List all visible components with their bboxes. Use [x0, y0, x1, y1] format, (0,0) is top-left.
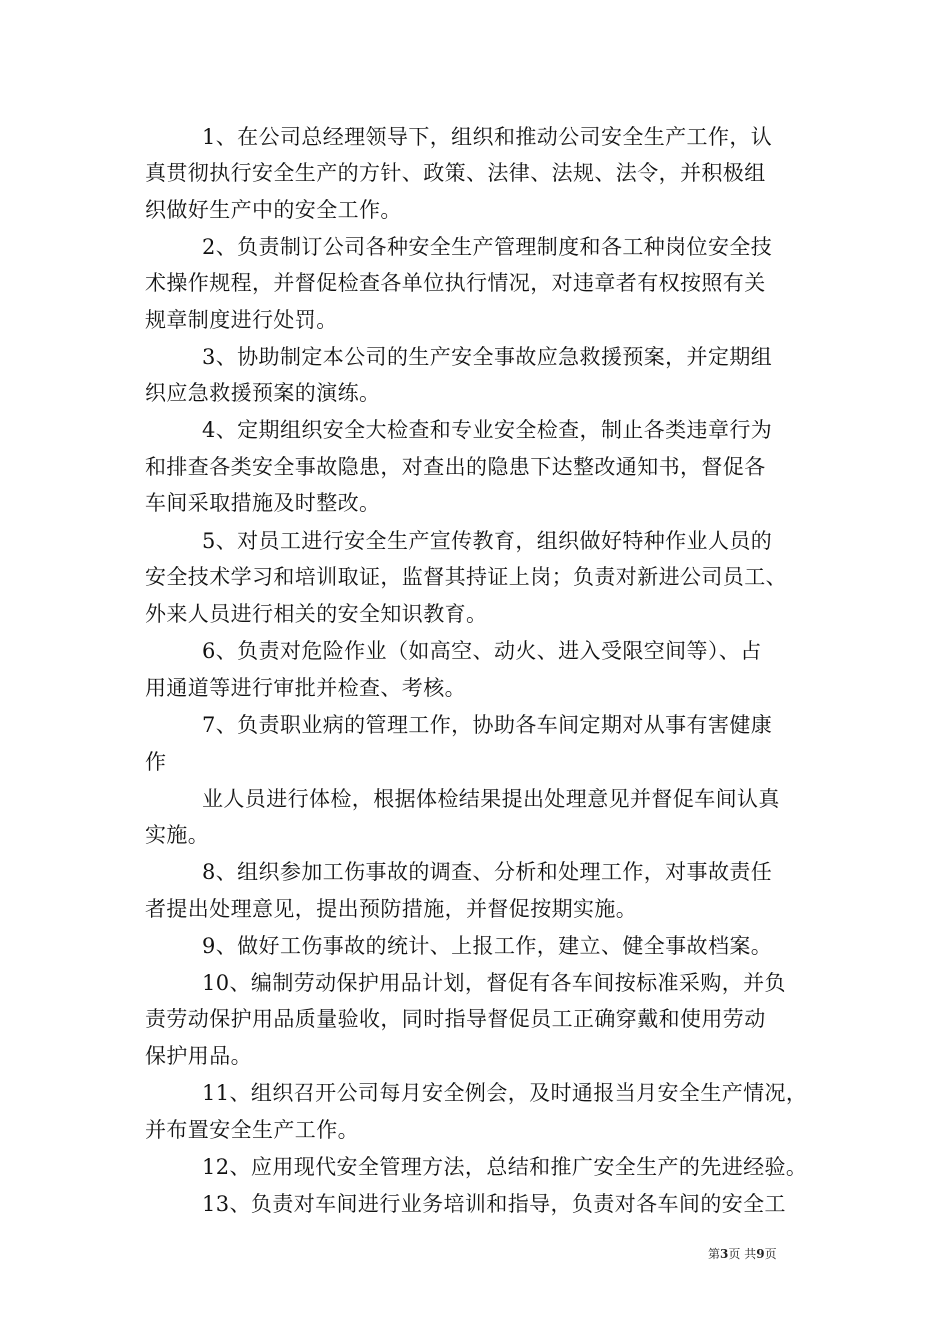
- text-line: 车间采取措施及时整改。: [145, 491, 381, 515]
- text-line: 安全技术学习和培训取证，监督其持证上岗；负责对新进公司员工、: [145, 565, 787, 589]
- footer-prefix: 第: [708, 1247, 721, 1261]
- text-line: 责劳动保护用品质量验收，同时指导督促员工正确穿戴和使用劳动: [145, 1007, 766, 1031]
- text-line: 3、协助制定本公司的生产安全事故应急救援预案，并定期组: [202, 345, 773, 369]
- total-pages-number: 9: [756, 1247, 765, 1261]
- text-line: 5、对员工进行安全生产宣传教育，组织做好特种作业人员的: [202, 529, 773, 553]
- text-line: 织应急救援预案的演练。: [145, 381, 381, 405]
- text-line: 织做好生产中的安全工作。: [145, 198, 402, 222]
- text-line: 真贯彻执行安全生产的方针、政策、法律、法规、法令，并积极组: [145, 161, 766, 185]
- text-line: 保护用品。: [145, 1044, 252, 1068]
- text-line: 6、负责对危险作业（如高空、动火、进入受限空间等）、占: [202, 639, 762, 663]
- text-line: 实施。: [145, 823, 210, 847]
- text-line: 规章制度进行处罚。: [145, 308, 338, 332]
- page-number-footer: [708, 1246, 777, 1262]
- text-line: 者提出处理意见，提出预防措施，并督促按期实施。: [145, 897, 638, 921]
- text-line: 术操作规程，并督促检查各单位执行情况，对违章者有权按照有关: [145, 271, 766, 295]
- footer-middle: 页 共: [728, 1247, 757, 1261]
- text-line: 11、组织召开公司每月安全例会，及时通报当月安全生产情况，: [202, 1081, 808, 1105]
- text-line: 和排查各类安全事故隐患，对查出的隐患下达整改通知书，督促各: [145, 455, 766, 479]
- text-line: 12、应用现代安全管理方法，总结和推广安全生产的先进经验。: [202, 1155, 808, 1179]
- text-line: 4、定期组织安全大检查和专业安全检查，制止各类违章行为: [202, 418, 773, 442]
- text-line: 1、在公司总经理领导下，组织和推动公司安全生产工作，认: [202, 125, 773, 149]
- text-line: 并布置安全生产工作。: [145, 1118, 359, 1142]
- text-line: 13、负责对车间进行业务培训和指导，负责对各车间的安全工: [202, 1192, 786, 1216]
- text-line: 2、负责制订公司各种安全生产管理制度和各工种岗位安全技: [202, 235, 773, 259]
- text-line: 用通道等进行审批并检查、考核。: [145, 676, 466, 700]
- footer-suffix: 页: [764, 1247, 777, 1261]
- current-page-number: 3: [720, 1247, 729, 1261]
- text-line: 10、编制劳动保护用品计划，督促有各车间按标准采购，并负: [202, 971, 786, 995]
- text-line: 9、做好工伤事故的统计、上报工作，建立、健全事故档案。: [202, 934, 773, 958]
- text-line: 外来人员进行相关的安全知识教育。: [145, 602, 488, 626]
- text-line: 7、负责职业病的管理工作，协助各车间定期对从事有害健康: [202, 713, 773, 737]
- text-line: 8、组织参加工伤事故的调查、分析和处理工作，对事故责任: [202, 860, 773, 884]
- text-line: 业人员进行体检，根据体检结果提出处理意见并督促车间认真: [202, 787, 780, 811]
- text-line: 作: [145, 750, 167, 774]
